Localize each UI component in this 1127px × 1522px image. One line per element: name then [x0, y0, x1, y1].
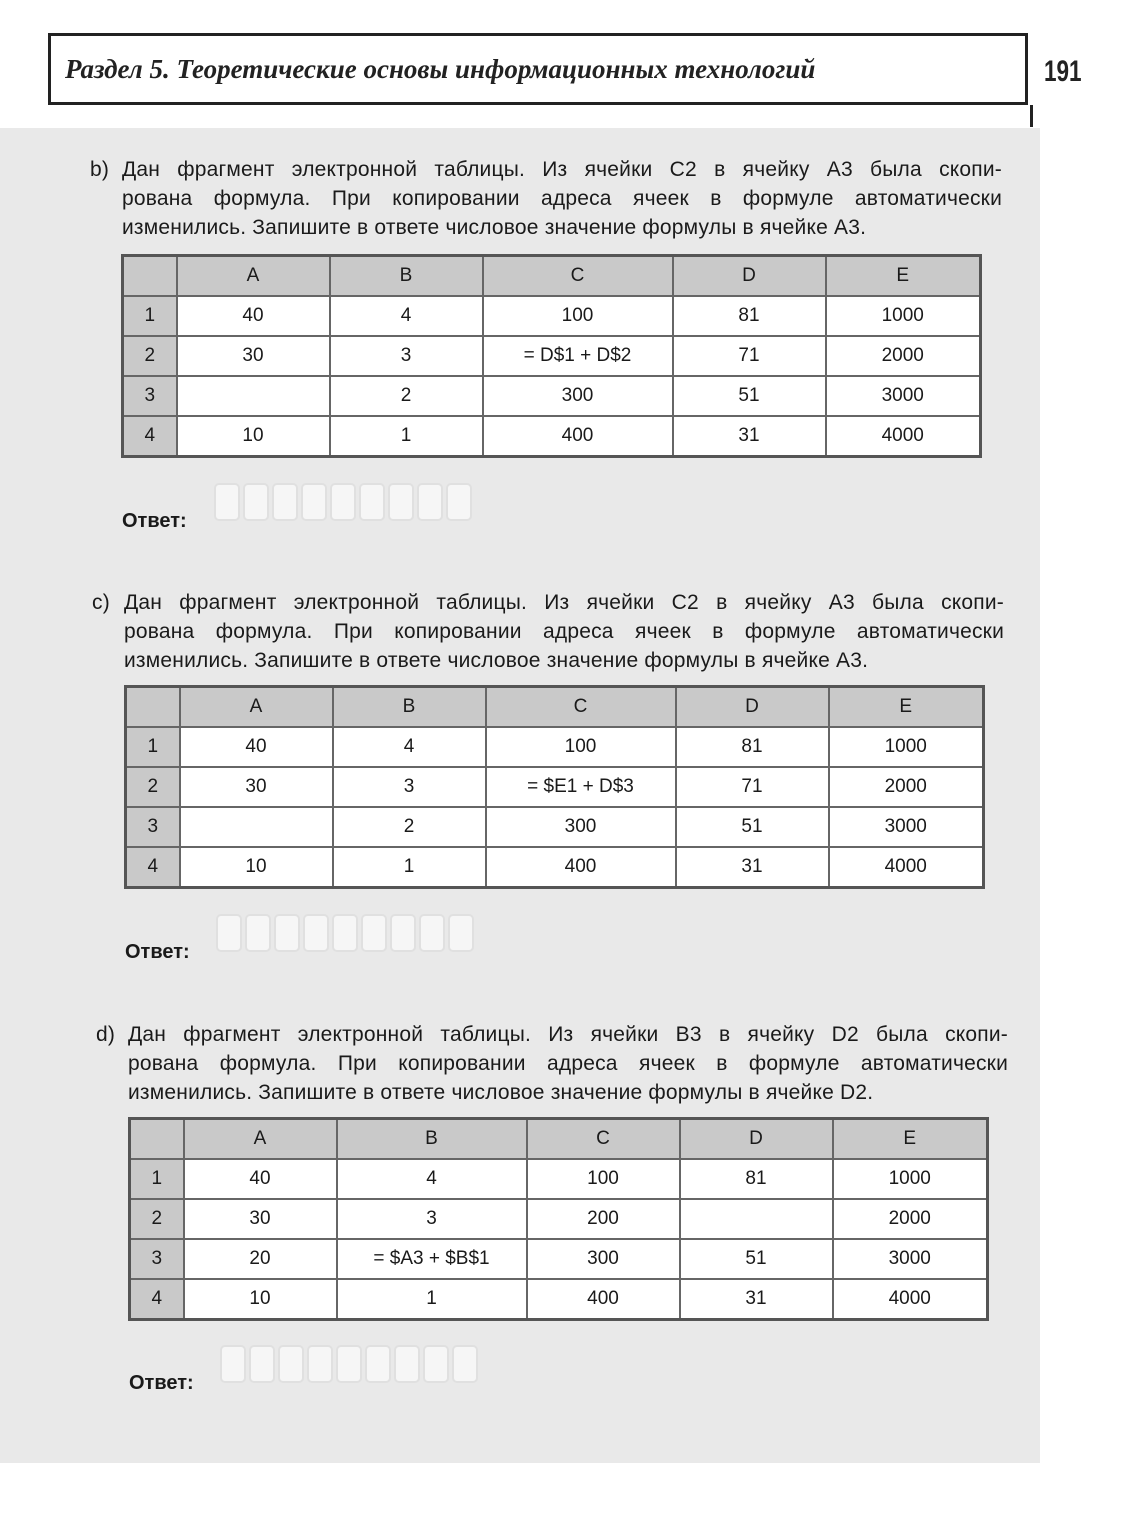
table-cell: 400 [486, 847, 676, 888]
table-row [126, 847, 984, 888]
answer-input-c[interactable] [216, 914, 477, 952]
row-header: 3 [126, 807, 180, 847]
table-cell: 200 [527, 1199, 680, 1239]
table-row [126, 807, 984, 847]
table-cell: 81 [676, 727, 829, 767]
table-cell: 10 [184, 1279, 337, 1320]
task-line: рована формула. При копировании адреса ячеек в формуле автоматически [128, 1052, 1008, 1075]
column-header: D [680, 1119, 833, 1160]
table-cell: 3 [337, 1199, 527, 1239]
table-row [123, 416, 981, 457]
task-line: Дан фрагмент электронной таблицы. Из ячейки B3 в ячейку D2 была скопи- [128, 1023, 1008, 1046]
spreadsheet-b [121, 254, 982, 458]
table-cell [680, 1199, 833, 1239]
table-cell: 10 [177, 416, 330, 457]
table-cell: 300 [486, 807, 676, 847]
row-header: 1 [123, 296, 177, 336]
task-line: изменились. Запишите в ответе числовое значение формулы в ячейке D2. [128, 1081, 874, 1104]
table-cell: 40 [180, 727, 333, 767]
answer-label: Ответ: [125, 941, 190, 963]
table-cell: 400 [483, 416, 673, 457]
table-cell: 3 [333, 767, 486, 807]
column-header: B [337, 1119, 527, 1160]
table-row [126, 767, 984, 807]
table-cell: = $E1 + D$3 [486, 767, 676, 807]
column-header: E [826, 256, 981, 297]
row-header: 3 [123, 376, 177, 416]
table-cell: 100 [483, 296, 673, 336]
table-cell: 1 [330, 416, 483, 457]
task-text [124, 588, 1004, 675]
table-cell: 4 [333, 727, 486, 767]
table-cell: 2 [330, 376, 483, 416]
table-cell: 31 [680, 1279, 833, 1320]
column-header [130, 1119, 184, 1160]
header-row [123, 256, 981, 297]
spreadsheet-d [128, 1117, 989, 1321]
answer-input-b[interactable] [214, 483, 475, 521]
column-header: E [833, 1119, 988, 1160]
table-row [130, 1159, 988, 1199]
row-header: 4 [126, 847, 180, 888]
table-row [130, 1199, 988, 1239]
table-cell: 31 [673, 416, 826, 457]
column-header: A [177, 256, 330, 297]
table-cell: 20 [184, 1239, 337, 1279]
column-header [123, 256, 177, 297]
spreadsheet-c [124, 685, 985, 889]
row-header: 2 [130, 1199, 184, 1239]
answer-label: Ответ: [129, 1372, 194, 1394]
table-cell: 400 [527, 1279, 680, 1320]
row-header: 4 [123, 416, 177, 457]
table-cell: 100 [527, 1159, 680, 1199]
task-line: Дан фрагмент электронной таблицы. Из ячейки C2 в ячейку A3 была скопи- [122, 158, 1002, 181]
table-row [123, 296, 981, 336]
task-text [128, 1020, 1008, 1107]
task-line: изменились. Запишите в ответе числовое значение формулы в ячейке A3. [124, 649, 869, 672]
row-header: 3 [130, 1239, 184, 1279]
column-header: C [486, 687, 676, 728]
table-cell: 4 [330, 296, 483, 336]
table-cell: 3000 [833, 1239, 988, 1279]
table-cell [180, 807, 333, 847]
table-cell: 4 [337, 1159, 527, 1199]
table-row [130, 1239, 988, 1279]
table-row [126, 727, 984, 767]
table-cell: 2 [333, 807, 486, 847]
page-number: 191 [1044, 55, 1082, 88]
table-cell: 3000 [826, 376, 981, 416]
section-header [48, 33, 1028, 105]
task-letter: c) [92, 591, 110, 614]
table-cell: 2000 [833, 1199, 988, 1239]
answer-label: Ответ: [122, 510, 187, 532]
table-cell: 81 [673, 296, 826, 336]
table-cell: 71 [673, 336, 826, 376]
table-cell: = D$1 + D$2 [483, 336, 673, 376]
table-row [123, 336, 981, 376]
task-letter: b) [90, 158, 110, 181]
table-cell: 31 [676, 847, 829, 888]
table-cell: 2000 [826, 336, 981, 376]
row-header: 2 [123, 336, 177, 376]
table-row [123, 376, 981, 416]
table-cell: 300 [483, 376, 673, 416]
header-row [130, 1119, 988, 1160]
header-row [126, 687, 984, 728]
table-cell: 81 [680, 1159, 833, 1199]
task-letter: d) [96, 1023, 116, 1046]
column-header: B [333, 687, 486, 728]
table-cell: 30 [180, 767, 333, 807]
table-cell: 100 [486, 727, 676, 767]
table-cell: 40 [177, 296, 330, 336]
column-header [126, 687, 180, 728]
task-line: Дан фрагмент электронной таблицы. Из ячейки C2 в ячейку A3 была скопи- [124, 591, 1004, 614]
table-cell: 2000 [829, 767, 984, 807]
table-cell: 1 [337, 1279, 527, 1320]
column-header: C [483, 256, 673, 297]
table-cell: 4000 [826, 416, 981, 457]
table-cell: 4000 [829, 847, 984, 888]
table-cell: 10 [180, 847, 333, 888]
task-line: изменились. Запишите в ответе числовое значение формулы в ячейке A3. [122, 216, 867, 239]
table-cell: 300 [527, 1239, 680, 1279]
column-header: D [676, 687, 829, 728]
task-line: рована формула. При копировании адреса ячеек в формуле автоматически [124, 620, 1004, 643]
table-cell: 51 [676, 807, 829, 847]
table-row [130, 1279, 988, 1320]
row-header: 2 [126, 767, 180, 807]
table-cell: 40 [184, 1159, 337, 1199]
table-cell: 30 [184, 1199, 337, 1239]
task-text [122, 155, 1002, 242]
table-cell: 51 [673, 376, 826, 416]
table-cell: 1 [333, 847, 486, 888]
header-divider [1030, 105, 1033, 127]
column-header: C [527, 1119, 680, 1160]
answer-input-d[interactable] [220, 1345, 481, 1383]
row-header: 1 [126, 727, 180, 767]
table-cell: 4000 [833, 1279, 988, 1320]
column-header: B [330, 256, 483, 297]
table-cell: 3000 [829, 807, 984, 847]
row-header: 1 [130, 1159, 184, 1199]
table-cell: 30 [177, 336, 330, 376]
table-cell: = $A3 + $B$1 [337, 1239, 527, 1279]
row-header: 4 [130, 1279, 184, 1320]
table-cell: 1000 [826, 296, 981, 336]
column-header: E [829, 687, 984, 728]
table-cell: 71 [676, 767, 829, 807]
table-cell: 51 [680, 1239, 833, 1279]
column-header: A [184, 1119, 337, 1160]
table-cell [177, 376, 330, 416]
table-cell: 1000 [829, 727, 984, 767]
column-header: D [673, 256, 826, 297]
table-cell: 3 [330, 336, 483, 376]
task-line: рована формула. При копировании адреса ячеек в формуле автоматически [122, 187, 1002, 210]
column-header: A [180, 687, 333, 728]
section-title: Раздел 5. Теоретические основы информационных технологий [65, 54, 816, 84]
table-cell: 1000 [833, 1159, 988, 1199]
